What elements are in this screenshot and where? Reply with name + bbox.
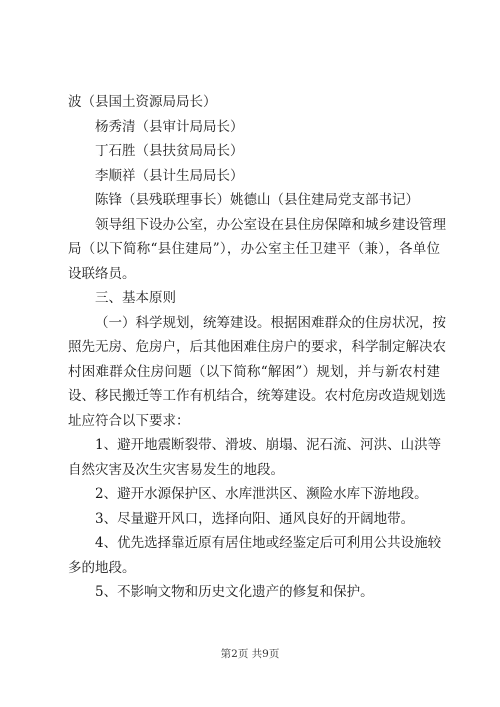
text-line: 5、不影响文物和历史文化遗产的修复和保护。 — [95, 584, 374, 600]
text-line: 设联络员。 — [68, 265, 136, 282]
text-line: 村困难群众住房问题（以下简称“解困”）规划，并与新农村建 — [68, 363, 440, 380]
text-line: 局（以下简称“县住建局”），办公室主任卫建平（兼），各单位 — [68, 241, 440, 257]
text-line: 多的地段。 — [68, 559, 136, 576]
page-number-footer: 第2页 共9页 — [220, 648, 280, 660]
section-heading: 三、基本原则 — [95, 290, 176, 306]
text-line: 址应符合以下要求： — [68, 412, 190, 429]
text-line: 1、避开地震断裂带、滑坡、崩塌、泥石流、河洪、山洪等 — [95, 437, 442, 453]
text-line: 2、避开水源保护区、水库泄洪区、濒险水库下游地段。 — [95, 486, 428, 502]
text-line: 杨秀清（县审计局局长） — [95, 118, 244, 135]
text-line: 照先无房、危房户，后其他困难住房户的要求，科学制定解决农 — [68, 339, 446, 355]
document-body — [68, 90, 446, 605]
text-line: 3、尽量避开风口，选择向阳、通风良好的开阔地带。 — [95, 510, 415, 527]
text-line: 波（县国土资源局局长） — [68, 94, 217, 110]
text-line: 4、优先选择靠近原有居住地或经鉴定后可利用公共设施较 — [95, 535, 442, 551]
text-line: 陈锋（县残联理事长）姚德山（县住建局党支部书记） — [95, 192, 419, 208]
text-line: 自然灾害及次生灾害易发生的地段。 — [68, 461, 284, 478]
text-line: 李顺祥（县计生局局长） — [95, 167, 244, 184]
text-line: （一）科学规划，统筹建设。根据困难群众的住房状况，按 — [95, 314, 446, 331]
text-line: 丁石胜（县扶贫局局长） — [95, 143, 244, 159]
text-line: 设、移民搬迁等工作有机结合，统筹建设。农村危房改造规划选 — [68, 388, 446, 404]
text-line: 领导组下设办公室，办公室设在县住房保障和城乡建设管理 — [95, 216, 446, 233]
